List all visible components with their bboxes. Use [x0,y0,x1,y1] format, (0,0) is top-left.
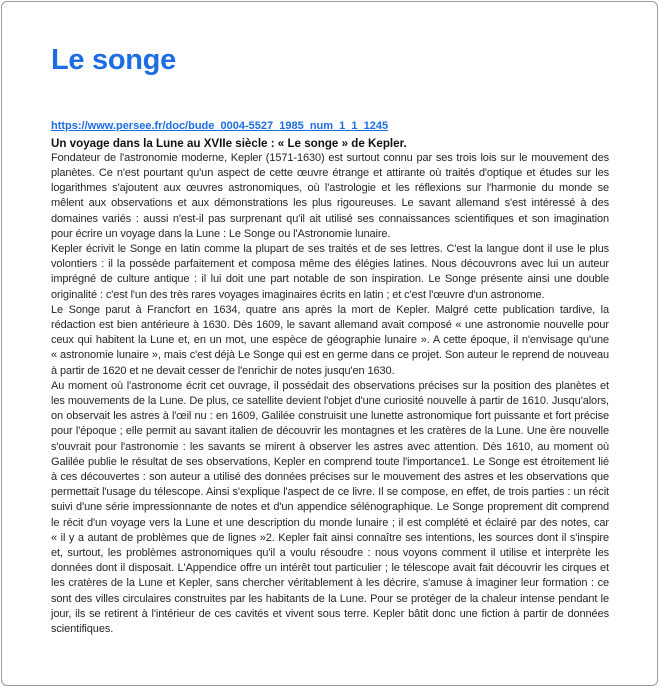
paragraph-observations: Au moment où l'astronome écrit cet ouvrage, il possédait des observations précises sur la position des planètes et les mouvements de la Lune. De plus, ce satellite devient l'objet d'une curiosité nouvelle à partir de 1610. Jusqu'alors, on observait les astres à l'œil nu : en 1609, Galilée construisit une lunette astronomique fort puissante et fort précise pour l'époque ; elle permit au savant italien de découvrir les montagnes et les cratères de la Lune. Une ère nouvelle s'ouvrait pour l'astronomie : les savants se mirent à observer les astres avec attention. Dès 1610, au moment où Galilée publie le résultat de ses observations, Kepler en comprend toute l'importance1. Le Songe est étroitement lié à ces découvertes : son auteur a utilisé des données précises sur le mouvement des astres et les observations que permettait l'usage du télescope. Ainsi s'explique l'aspect de ce livre. Il se compose, en effet, de trois parties : un récit suivi d'une série impressionnante de notes et d'un appendice sélénographique. Le Songe proprement dit comprend le récit d'un voyage vers la Lune et une description du monde lunaire ; il est complété et éclairé par des notes, car « il y a autant de problèmes que de lignes »2. Kepler fait ainsi connaître ses intentions, les sources dont il s'inspire et, surtout, les problèmes astronomiques qu'il a voulu résoudre : nous voyons comment il utilise et interprète les données dont il disposait. L'Appendice offre un intérêt tout particulier ; le télescope avait fait découvrir les cirques et les cratères de la Lune et Kepler, sans chercher véritablement à les décrire, s'amuse à imaginer leur formation : ce sont des villes circulaires construites par les habitants de la Lune. Pour se protéger de la chaleur intense pendant le jour, ils se retirent à l'intérieur de ces cavités et vivent sous terre. Kepler bâtit donc une fiction à partir de données scientifiques. [51,379,609,636]
page-title: Le songe [51,44,176,76]
paragraph-latin: Kepler écrivit le Songe en latin comme la plupart de ses traités et de ses lettres. C'est la langue dont il use le plus volontiers : il la possède parfaitement et composa même des élégies latines. Nous découvrons avec lui un auteur imprégné de culture antique : il lui doit une part notable de son inspiration. Le Songe présente ainsi une double originalité : c'est l'un des très rares voyages imaginaires écrits en latin ; et c'est l'œuvre d'un astronome. [51,242,609,301]
source-link[interactable]: https://www.persee.fr/doc/bude_0004-5527_1985_num_1_1_1245 [51,120,389,133]
article-heading: Un voyage dans la Lune au XVIIe siècle : « Le songe » de Kepler. [51,136,407,150]
paragraph-fondateur: Fondateur de l'astronomie moderne, Kepler (1571-1630) est surtout connu par ses trois lois sur le mouvement des planètes. Ce n'est pourtant qu'un aspect de cette œuvre étrange et attirante où traités d'optique et études sur les logarithmes s'ajoutent aux œuvres astronomiques, où l'astrologie et les réflexions sur l'harmonie du monde se mêlent aux observations et aux démonstrations les plus rigoureuses. Le savant allemand s'est intéressé à des domaines variés : aussi n'est-il pas surprenant qu'il ait utilisé ses connaissances scientifiques et son imagination pour écrire un voyage dans la Lune : Le Songe ou l'Astronomie lunaire. [51,151,609,240]
source-link-row [51,117,609,134]
document-page [1,1,658,686]
article-body [51,151,609,638]
paragraph-publication: Le Songe parut à Francfort en 1634, quatre ans après la mort de Kepler. Malgré cette publication tardive, la rédaction est bien antérieure à 1630. Dès 1609, le savant allemand avait composé « une astronomie nouvelle pour ceux qui habitent la Lune et, en un mot, une espèce de géographie lunaire ». A cette époque, il n'envisage qu'une « astronomie lunaire », mais c'est déjà Le Songe qui est en germe dans ce projet. Son auteur le reprend de nouveau à partir de 1620 et ne devait cesser de l'enrichir de notes jusqu'en 1630. [51,303,609,377]
document-content [2,2,657,637]
